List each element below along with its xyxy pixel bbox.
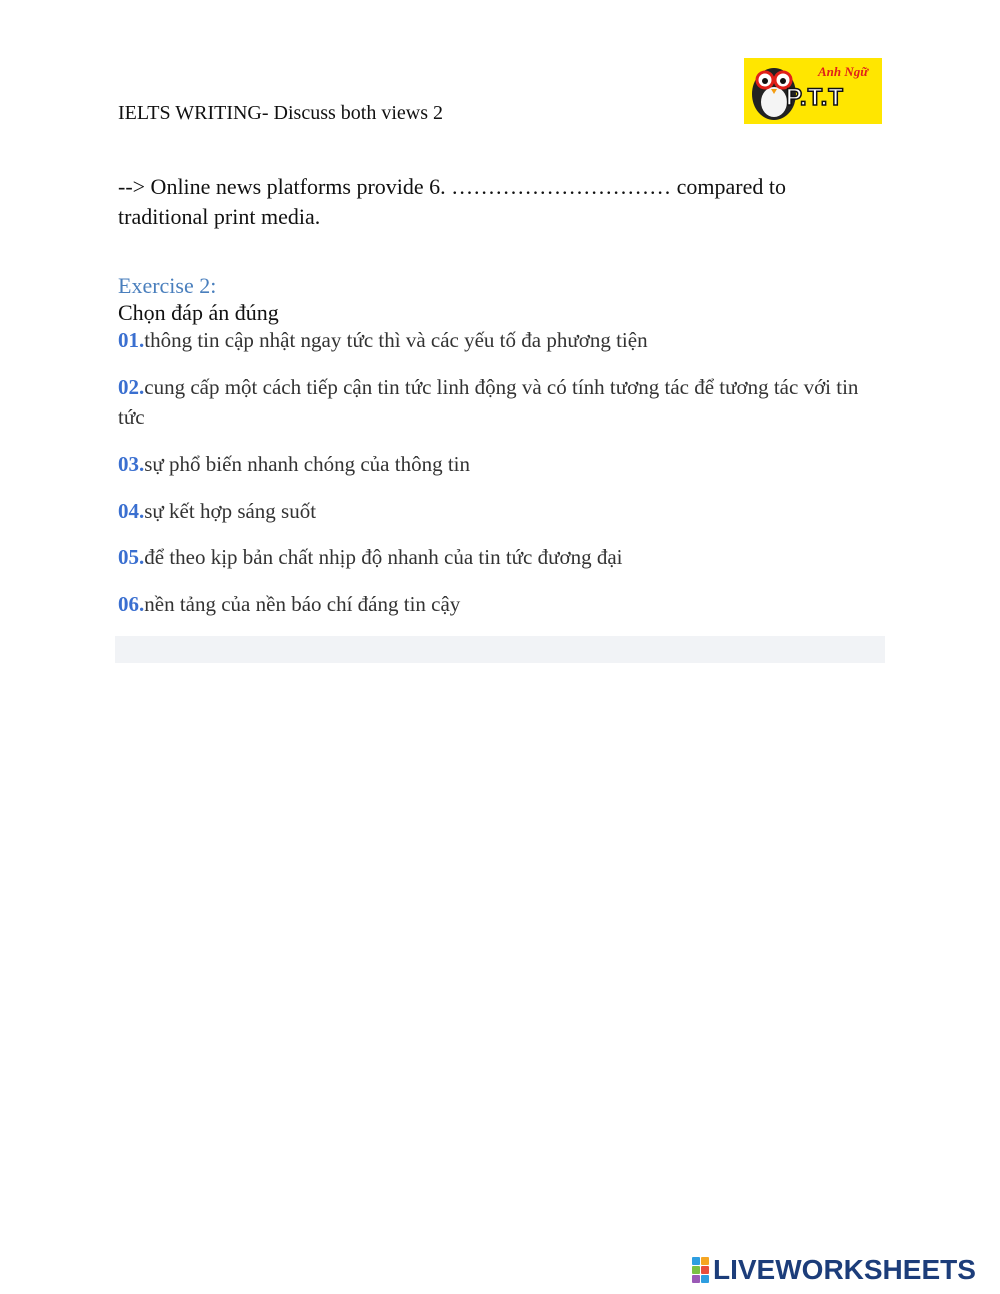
option-number: 04. [118,499,145,523]
liveworksheets-brand: LIVEWORKSHEETS [713,1254,976,1285]
liveworksheets-logo [692,1256,976,1284]
option-text: sự phổ biến nhanh chóng của thông tin [144,452,470,476]
option-item-03 [118,449,878,479]
option-number: 01. [118,328,145,352]
option-item-06 [118,589,878,619]
liveworksheets-icon [692,1257,710,1283]
logo-text-bottom: P.T.T [786,84,844,111]
gap-fill-sentence: --> Online news platforms provide 6. ………………………… compared to traditional print media. [118,174,787,229]
option-item-02 [118,372,878,432]
school-logo [744,58,882,124]
option-item-01 [118,325,878,355]
option-text: sự kết hợp sáng suốt [144,499,317,523]
option-text: nền tảng của nền báo chí đáng tin cậy [144,592,461,616]
option-number: 03. [118,452,145,476]
exercise-instruction: Chọn đáp án đúng [118,300,279,325]
option-item-05 [118,542,878,572]
logo-text-top: Anh Ngữ [818,64,869,79]
option-number: 02. [118,375,145,399]
option-number: 06. [118,592,145,616]
answer-input-area[interactable] [115,636,885,663]
option-number: 05. [118,545,145,569]
option-text: thông tin cập nhật ngay tức thì và các yếu tố đa phương tiện [144,328,648,352]
option-text: để theo kịp bản chất nhịp độ nhanh của tin tức đương đại [144,545,623,569]
exercise-title: Exercise 2: [118,273,217,298]
page-title: IELTS WRITING- Discuss both views 2 [118,102,443,124]
option-item-04 [118,496,878,526]
option-text: cung cấp một cách tiếp cận tin tức linh động và có tính tương tác để tương tác với tin tức [118,375,859,429]
